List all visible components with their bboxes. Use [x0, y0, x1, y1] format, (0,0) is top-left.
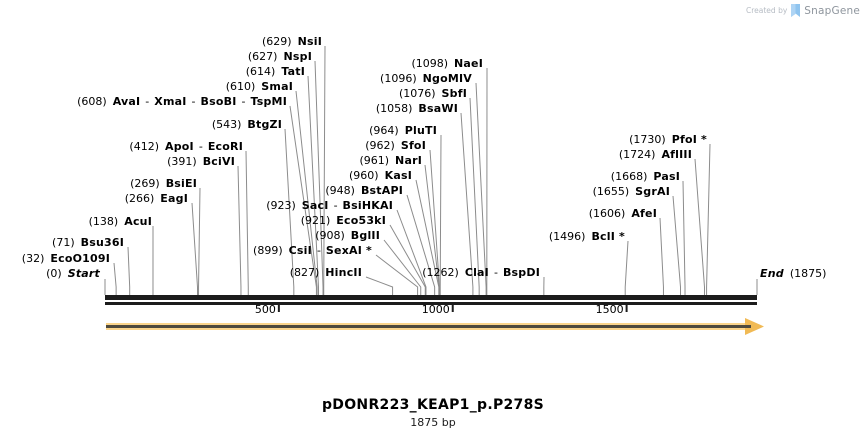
site-label-clai-bspdi	[422, 267, 540, 279]
enzyme-name: NgoMIV	[422, 72, 472, 85]
scale-tick-label: 1500	[595, 303, 624, 316]
enzyme-name: ClaI	[464, 266, 489, 279]
site-label-eco53ki	[301, 215, 386, 227]
enzyme-name: SfoI	[400, 139, 426, 152]
site-label-bsiei	[130, 178, 197, 190]
enzyme-name: BclI *	[591, 230, 625, 243]
site-label-naei	[411, 58, 483, 70]
enzyme-name: TspMI	[250, 95, 287, 108]
site-position: (391)	[167, 155, 197, 168]
site-position: (948)	[325, 184, 355, 197]
site-label-acui	[89, 216, 152, 228]
site-label-pluti	[369, 125, 437, 137]
enzyme-name: NsiI	[297, 35, 322, 48]
site-label-bcli	[549, 231, 625, 243]
enzyme-name: BspDI	[502, 266, 540, 279]
site-label-avai-xmai-bsobi-tspmi	[77, 96, 287, 108]
site-label-ecoo109i	[22, 253, 110, 265]
site-label-hincii	[290, 267, 362, 279]
site-position: (629)	[261, 35, 292, 48]
site-position: (266)	[124, 192, 155, 205]
enzyme-name: ApoI	[165, 140, 194, 153]
enzyme-name: XmaI	[154, 95, 187, 108]
enzyme-name: AfeI	[631, 207, 657, 220]
site-position: (962)	[365, 139, 395, 152]
site-position: (1076)	[398, 87, 436, 100]
enzyme-name: HincII	[325, 266, 362, 279]
site-label-pfoi	[629, 134, 707, 146]
enzyme-name: SgrAI	[635, 185, 670, 198]
site-label-bcivi	[167, 156, 235, 168]
site-label-kasi	[349, 170, 412, 182]
scale-tick-label: 500	[254, 303, 276, 316]
enzyme-name: NaeI	[454, 57, 483, 70]
site-label-csii-sexai	[253, 245, 372, 257]
enzyme-name: SbfI	[441, 87, 467, 100]
site-label-bstapi	[325, 185, 403, 197]
plasmid-length: 1875 bp	[410, 416, 456, 429]
separator: -	[333, 199, 338, 212]
enzyme-name: AcuI	[124, 215, 152, 228]
enzyme-name: Start	[67, 267, 100, 280]
enzyme-name: End	[760, 267, 784, 280]
enzyme-name: CsiI	[288, 244, 312, 257]
site-label-sgrai	[593, 186, 670, 198]
enzyme-name: AflIII	[661, 148, 692, 161]
site-label-afliii	[619, 149, 692, 161]
enzyme-name: TatI	[281, 65, 305, 78]
enzyme-name: EagI	[160, 192, 188, 205]
site-position: (1606)	[588, 207, 626, 220]
site-label-bsawi	[376, 103, 458, 115]
site-position: (1496)	[548, 230, 586, 243]
site-position: (964)	[369, 124, 399, 137]
enzyme-name: BsaWI	[418, 102, 458, 115]
site-position: (1096)	[380, 72, 417, 85]
site-position: (1058)	[375, 102, 413, 115]
enzyme-name: BsiEI	[165, 177, 197, 190]
site-label-nspi	[248, 51, 312, 63]
separator: -	[145, 95, 150, 108]
site-label-apoi-ecori	[129, 141, 243, 153]
site-label-eagi	[125, 193, 188, 205]
enzyme-name: AvaI	[112, 95, 141, 108]
site-position: (610)	[225, 80, 256, 93]
site-position: (269)	[130, 177, 160, 190]
enzyme-name: KasI	[384, 169, 412, 182]
enzyme-name: Bsu36I	[80, 236, 124, 249]
site-label-nsii	[262, 36, 322, 48]
site-position: (608)	[77, 95, 107, 108]
site-position: (1730)	[629, 133, 666, 146]
site-position: (1875)	[789, 267, 827, 280]
separator: -	[198, 140, 203, 153]
plasmid-title: pDONR223_KEAP1_p.P278S	[321, 397, 545, 413]
enzyme-name: SacI	[301, 199, 329, 212]
site-position: (921)	[300, 214, 331, 227]
site-position: (899)	[253, 244, 283, 257]
site-position: (0)	[46, 267, 62, 280]
enzyme-name: EcoRI	[207, 140, 243, 153]
enzyme-name: PfoI *	[671, 133, 707, 146]
site-position: (961)	[359, 154, 390, 167]
enzyme-name: BstAPI	[360, 184, 403, 197]
site-position: (827)	[289, 266, 320, 279]
separator: -	[316, 244, 321, 257]
site-label-start	[46, 268, 100, 280]
site-label-bsu36i	[52, 237, 124, 249]
enzyme-name: SmaI	[261, 80, 293, 93]
site-label-sfoi	[365, 140, 426, 152]
site-position: (1668)	[610, 170, 648, 183]
site-position: (923)	[266, 199, 296, 212]
site-label-nari	[359, 155, 422, 167]
site-position: (614)	[245, 65, 276, 78]
site-position: (908)	[315, 229, 345, 242]
site-label-bglii	[315, 230, 380, 242]
site-position: (1655)	[592, 185, 630, 198]
site-label-smai	[226, 81, 293, 93]
enzyme-name: NarI	[395, 154, 422, 167]
site-label-sbfi	[399, 88, 467, 100]
enzyme-name: BtgZI	[247, 118, 282, 131]
watermark-created-by: Created by	[746, 6, 788, 15]
enzyme-name: EcoO109I	[50, 252, 110, 265]
enzyme-name: Eco53kI	[336, 214, 386, 227]
scale-tick-label: 1000	[421, 303, 450, 316]
site-position: (1098)	[411, 57, 449, 70]
enzyme-name: BsiHKAI	[342, 199, 393, 212]
site-label-ngomiv	[380, 73, 472, 85]
site-label-tati	[246, 66, 305, 78]
site-position: (543)	[211, 118, 242, 131]
site-position: (1262)	[422, 266, 459, 279]
enzyme-name: PluTI	[404, 124, 437, 137]
site-label-afei	[589, 208, 657, 220]
site-label-pasi	[611, 171, 680, 183]
enzyme-name: BciVI	[202, 155, 235, 168]
site-position: (412)	[129, 140, 160, 153]
site-position: (32)	[21, 252, 45, 265]
separator: -	[191, 95, 196, 108]
title-block	[0, 397, 866, 429]
separator: -	[493, 266, 498, 279]
enzyme-name: BglII	[350, 229, 380, 242]
site-position: (627)	[247, 50, 278, 63]
enzyme-name: BsoBI	[200, 95, 237, 108]
site-label-btgzi	[212, 119, 282, 131]
enzyme-name: NspI	[283, 50, 312, 63]
site-position: (960)	[349, 169, 379, 182]
site-position: (1724)	[618, 148, 656, 161]
site-position: (71)	[52, 236, 75, 249]
separator: -	[241, 95, 246, 108]
watermark-brand: SnapGene	[804, 4, 860, 17]
site-position: (138)	[88, 215, 119, 228]
site-label-end	[760, 268, 826, 280]
enzyme-name: SexAI *	[325, 244, 372, 257]
enzyme-name: PasI	[653, 170, 680, 183]
site-label-saci-bsihkai	[266, 200, 393, 212]
